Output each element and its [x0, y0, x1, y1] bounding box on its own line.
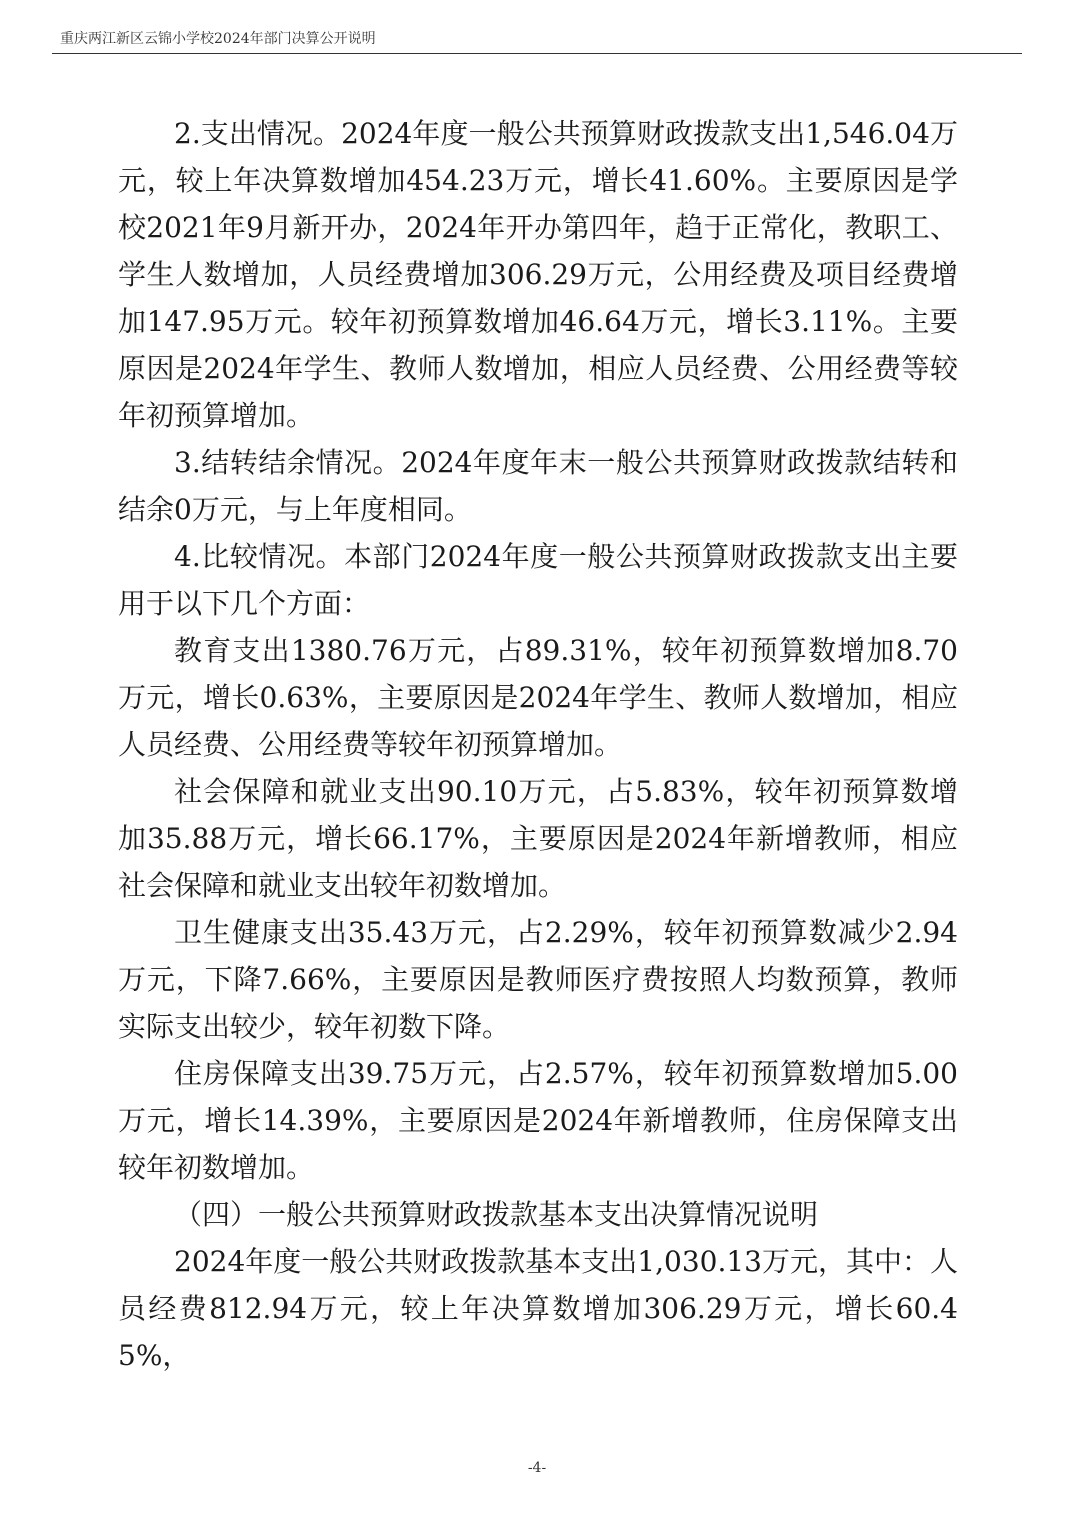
paragraph-health: 卫生健康支出35.43万元，占2.29%，较年初预算数减少2.94万元，下降7.66%，主要原因是教师医疗费按照人均数预算，教师实际支出较少，较年初数下降。: [118, 916, 958, 1043]
page-number: -4-: [527, 1460, 547, 1476]
paragraph-social-security: 社会保障和就业支出90.10万元，占5.83%，较年初预算数增加35.88万元，增长66.17%，主要原因是2024年新增教师，相应社会保障和就业支出较年初数增加。: [118, 775, 958, 902]
paragraph-basic-expenditure: 2024年度一般公共财政拨款基本支出1,030.13万元，其中：人员经费812.94万元，较上年决算数增加306.29万元，增长60.45%，: [118, 1245, 958, 1372]
document-header: 重庆两江新区云锦小学校2024年部门决算公开说明: [60, 31, 376, 47]
paragraph-comparison: 4.比较情况。本部门2024年度一般公共预算财政拨款支出主要用于以下几个方面：: [118, 540, 958, 620]
section-heading: （四）一般公共预算财政拨款基本支出决算情况说明: [174, 1198, 819, 1231]
paragraph-housing: 住房保障支出39.75万元，占2.57%，较年初预算数增加5.00万元，增长14.39%，主要原因是2024年新增教师，住房保障支出较年初数增加。: [118, 1057, 958, 1184]
paragraph-expenditure: 2.支出情况。2024年度一般公共预算财政拨款支出1,546.04万元，较上年决算数增加454.23万元，增长41.60%。主要原因是学校2021年9月新开办，2024年开办第四年，趋于正常化，教职工、学生人数增加，人员经费增加306.29万元，公用经费及项目经费增加147.95万元。较年初预算数增加46.64万元，增长3.11%。主要原因是2024年学生、教师人数增加，相应人员经费、公用经费等较年初预算增加。: [118, 117, 958, 432]
header-divider: [52, 53, 1022, 54]
paragraph-education: 教育支出1380.76万元，占89.31%，较年初预算数增加8.70万元，增长0.63%，主要原因是2024年学生、教师人数增加，相应人员经费、公用经费等较年初预算增加。: [118, 634, 958, 761]
paragraph-carryover: 3.结转结余情况。2024年度年末一般公共预算财政拨款结转和结余0万元，与上年度相同。: [118, 446, 958, 526]
document-body: [118, 110, 958, 1379]
